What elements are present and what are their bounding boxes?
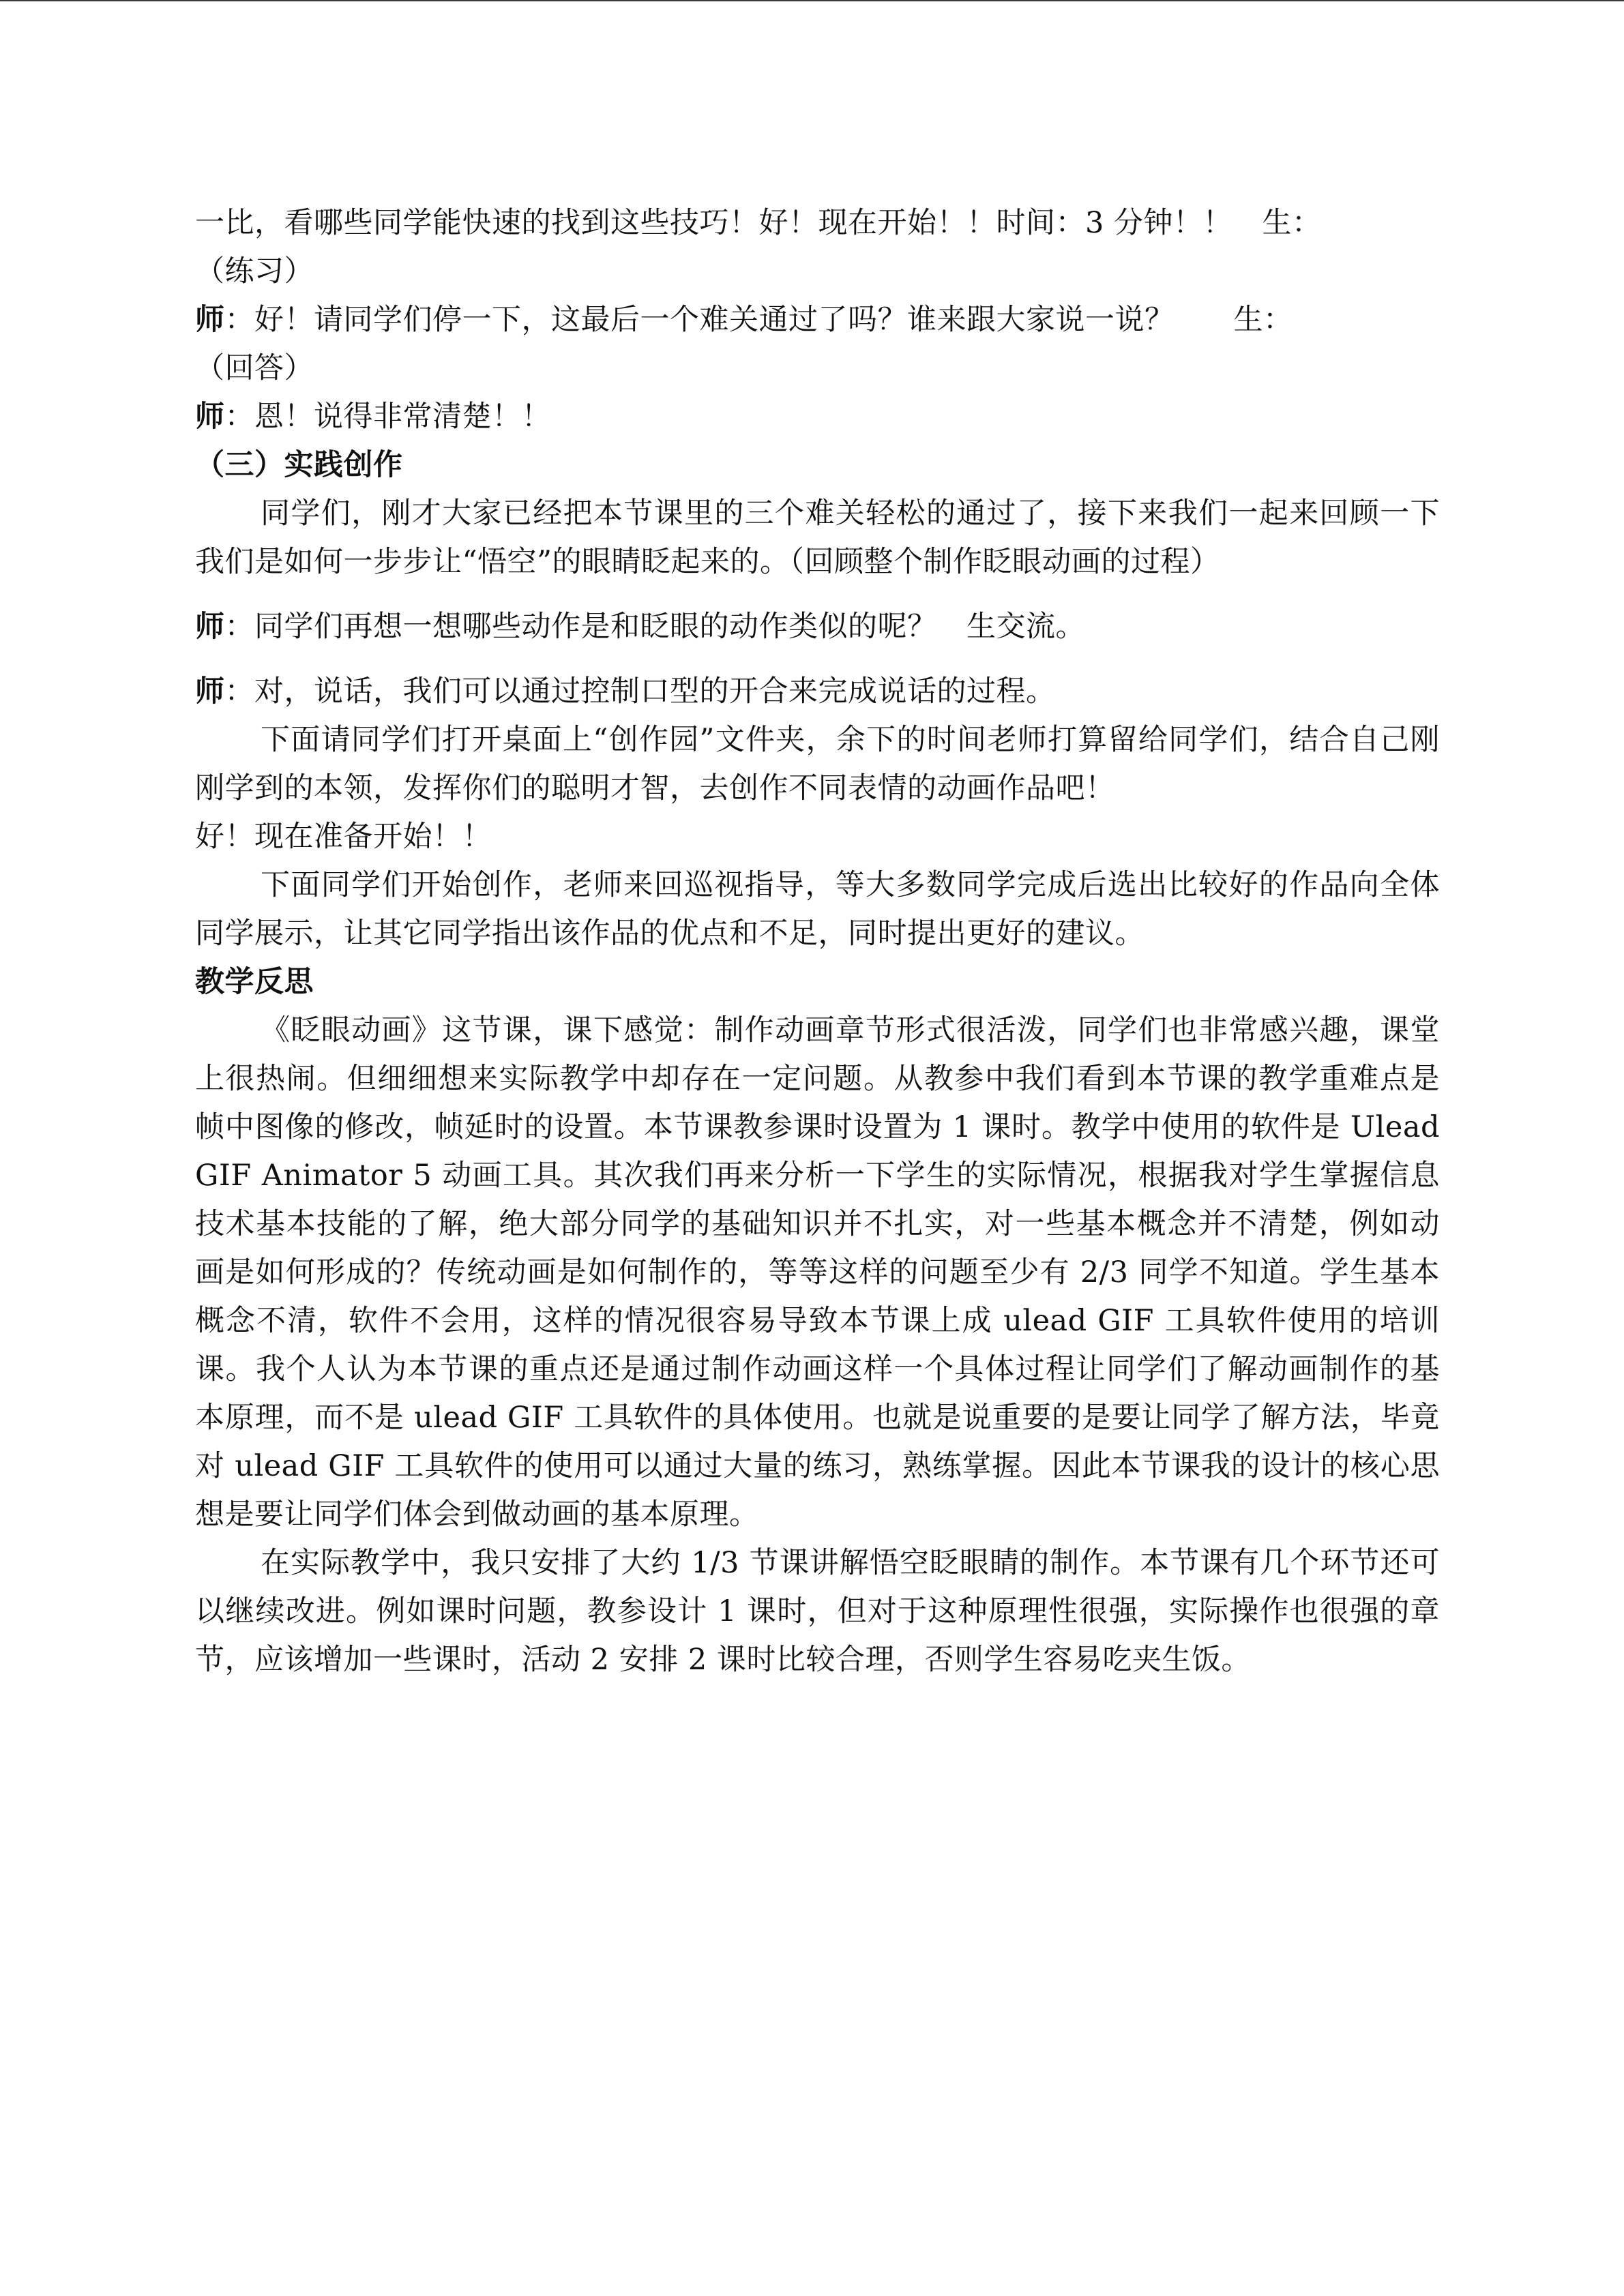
paragraph-creation-guidance: 下面同学们开始创作，老师来回巡视指导，等大多数同学完成后选出比较好的作品向全体同学展示，让其它同学指出该作品的优点和不足，同时提出更好的建议。 <box>195 868 1440 951</box>
section-heading-reflection: 教学反思 <box>195 965 314 999</box>
text-line: ：对，说话，我们可以通过控制口型的开合来完成说话的过程。 <box>224 674 1056 709</box>
speaker-label: 师 <box>195 303 225 337</box>
paragraph-teacher-speaking <box>195 668 1440 716</box>
text-line: ：同学们再想一想哪些动作是和眨眼的动作类似的呢？ 生交流。 <box>224 610 1085 644</box>
text-line: 一比，看哪些同学能快速的找到这些技巧！好！现在开始！！时间：3 分钟！！ 生： <box>195 206 1322 240</box>
paragraph-review: 同学们，刚才大家已经把本节课里的三个难关轻松的通过了，接下来我们一起来回顾一下我们是如何一步步让“悟空”的眼睛眨起来的。（回顾整个制作眨眼动画的过程） <box>195 496 1440 579</box>
page-top-border <box>0 0 1624 1</box>
paragraph-teacher-similar-actions <box>195 603 1440 651</box>
paragraph-reflection-main: 《眨眼动画》这节课，课下感觉：制作动画章节形式很活泼，同学们也非常感兴趣，课堂上很热闹。但细细想来实际教学中却存在一定问题。从教参中我们看到本节课的教学重难点是帧中图像的修改，帧延时的设置。本节课教参课时设置为 1 课时。教学中使用的软件是 Ulead GIF Animator 5 动画工具。其次我们再来分析一下学生的实际情况，根据我对学生掌握信息技术基本技能的了解，绝大部分同学的基础知识并不扎实，对一些基本概念并不清楚，例如动画是如何形成的？传统动画是如何制作的，等等这样的问题至少有 2/3 同学不知道。学生基本概念不清，软件不会用，这样的情况很容易导致本节课上成 ulead GIF 工具软件使用的培训课。我个人认为本节课的重点还是通过制作动画这样一个具体过程让同学们了解动画制作的基本原理，而不是 ulead GIF 工具软件的具体使用。也就是说重要的是要让同学了解方法，毕竟对 ulead GIF 工具软件的使用可以通过大量的练习，熟练掌握。因此本节课我的设计的核心思想是要让同学们体会到做动画的基本原理。 <box>195 1013 1440 1532</box>
speaker-label: 师 <box>195 674 225 709</box>
section-heading-practice: （三）实践创作 <box>195 448 403 482</box>
paragraph-practice-line <box>195 199 1440 296</box>
paragraph-teacher-question <box>195 296 1440 393</box>
text-line: （回答） <box>195 351 314 385</box>
speaker-label: 师 <box>195 610 225 644</box>
document-body <box>195 199 1440 1684</box>
paragraph-reflection-improvement: 在实际教学中，我只安排了大约 1/3 节课讲解悟空眨眼睛的制作。本节课有几个环节还可以继续改进。例如课时问题，教参设计 1 课时，但对于这种原理性很强，实际操作也很强的章节，应该增加一些课时，活动 2 安排 2 课时比较合理，否则学生容易吃夹生饭。 <box>195 1546 1440 1677</box>
text-line: ：好！请同学们停一下，这最后一个难关通过了吗？谁来跟大家说一说？ 生： <box>224 303 1293 337</box>
paragraph-start-now: 好！现在准备开始！！ <box>195 820 492 854</box>
speaker-label: 师 <box>195 400 225 434</box>
paragraph-creation-folder: 下面请同学们打开桌面上“创作园”文件夹，余下的时间老师打算留给同学们，结合自己刚刚学到的本领，发挥你们的聪明才智，去创作不同表情的动画作品吧！ <box>195 723 1440 805</box>
text-line: ：恩！说得非常清楚！！ <box>224 400 551 434</box>
paragraph-teacher-praise <box>195 393 1440 441</box>
text-line: （练习） <box>195 254 314 288</box>
